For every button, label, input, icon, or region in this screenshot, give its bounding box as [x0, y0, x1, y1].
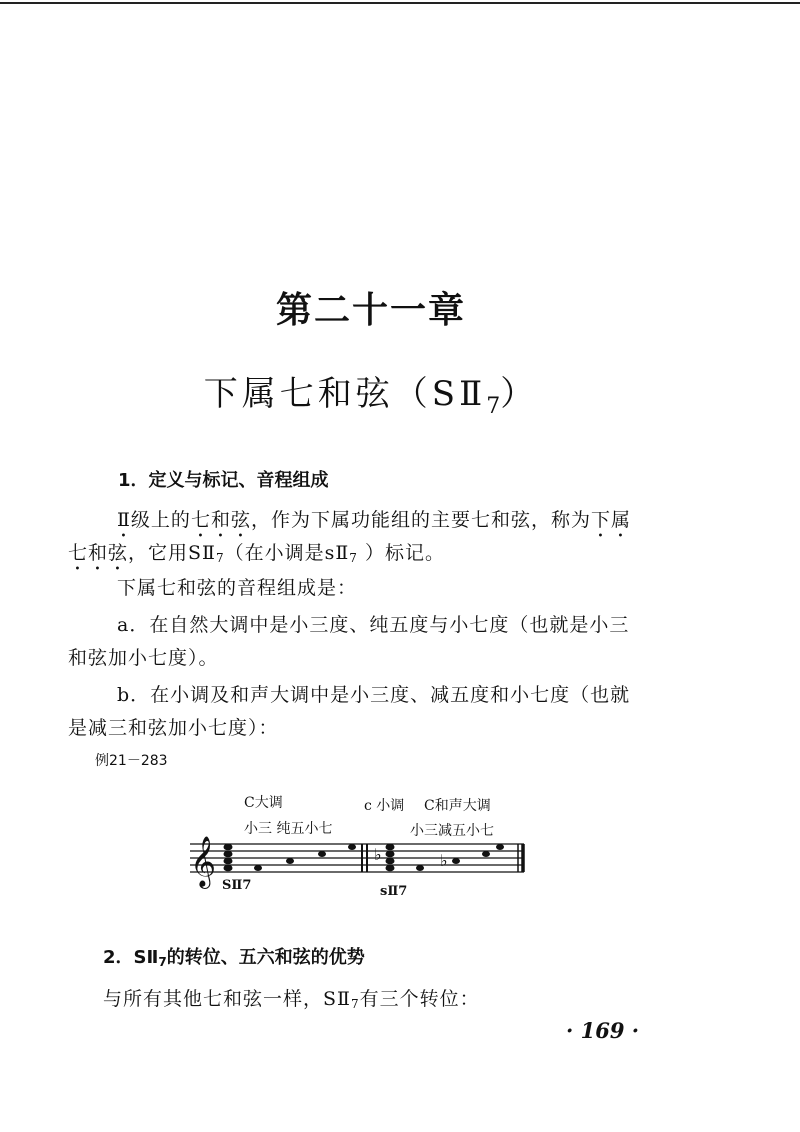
- note: [318, 851, 326, 857]
- flat-icon: ♭: [374, 845, 382, 864]
- para1-text-b: 级上的: [130, 509, 191, 531]
- item-b-line2: 是减三和弦加小七度）：: [68, 717, 279, 739]
- para3: [103, 984, 480, 1011]
- note: [482, 851, 490, 857]
- para1-text-minor: （在小调是sⅡ: [224, 542, 350, 564]
- music-intervals-1: 小三 纯五小七: [244, 821, 333, 837]
- note: [286, 858, 294, 864]
- chord-label-minor: sⅡ7: [380, 884, 408, 899]
- music-intervals-2: 小三减五小七: [410, 823, 494, 839]
- para1-text-end: ）标记。: [357, 542, 445, 564]
- para2: 下属七和弦的音程组成是：: [117, 577, 358, 599]
- music-key-c-minor: c 小调: [364, 798, 405, 814]
- dotted-seventh-chord: 七和弦: [190, 509, 251, 531]
- item-a-line1: a．在自然大调中是小三度、纯五度与小七度（也就是小三: [117, 614, 630, 636]
- flat-icon: ♭: [440, 851, 448, 870]
- para1-text-sii: ，它用SⅡ: [128, 542, 216, 564]
- para3-text-a: 与所有其他七和弦一样，SⅡ: [103, 988, 351, 1010]
- music-key-c-major: C大调: [244, 795, 283, 811]
- note: [348, 844, 356, 850]
- dotted-subdominant: 下属: [590, 509, 631, 531]
- note: [224, 858, 233, 865]
- note: [386, 844, 395, 851]
- item-b-line1: b．在小调及和声大调中是小三度、减五度和小七度（也就: [117, 684, 631, 706]
- note: [452, 858, 460, 864]
- note: [224, 851, 233, 858]
- note: [386, 851, 395, 858]
- heading2-text-a: 2．SⅡ: [103, 947, 159, 968]
- para1-text-d: ，作为下属功能组的主要七和弦，称为: [250, 509, 591, 531]
- note: [416, 865, 424, 871]
- para1-sub1: 7: [215, 551, 225, 565]
- para3-text-b: 有三个转位：: [359, 988, 480, 1010]
- page-number: · 169 ·: [566, 1018, 640, 1043]
- music-key-c-harmonic-major: C和声大调: [424, 798, 491, 814]
- heading2-subscript: 7: [158, 955, 167, 969]
- note: [386, 865, 395, 872]
- para1-sub2: 7: [349, 551, 358, 565]
- staff-lines: [190, 844, 524, 872]
- section-title-text: 下属七和弦（SⅡ: [203, 374, 487, 414]
- heading-inversions: [103, 943, 365, 969]
- treble-clef-icon: 𝄞: [190, 836, 217, 887]
- dotted-seventh-chord-2: 七和弦: [68, 542, 129, 564]
- note: [496, 844, 504, 850]
- chord-label-major: SⅡ7: [222, 878, 252, 893]
- heading-definition: 1．定义与标记、音程组成: [118, 470, 329, 491]
- section-title-subscript: 7: [486, 394, 501, 419]
- dotted-roman: Ⅱ: [117, 509, 131, 531]
- note: [386, 858, 395, 865]
- note: [254, 865, 262, 871]
- section-title-close: ）: [500, 374, 539, 414]
- note: [224, 844, 233, 851]
- note: [224, 865, 233, 872]
- heading2-text-b: 的转位、五六和弦的优势: [166, 947, 365, 968]
- example-label: 例21－283: [95, 753, 168, 769]
- para3-subscript: 7: [350, 997, 360, 1011]
- item-a-line2: 和弦加小七度）。: [68, 647, 219, 669]
- chapter-title: 第二十一章: [275, 289, 466, 331]
